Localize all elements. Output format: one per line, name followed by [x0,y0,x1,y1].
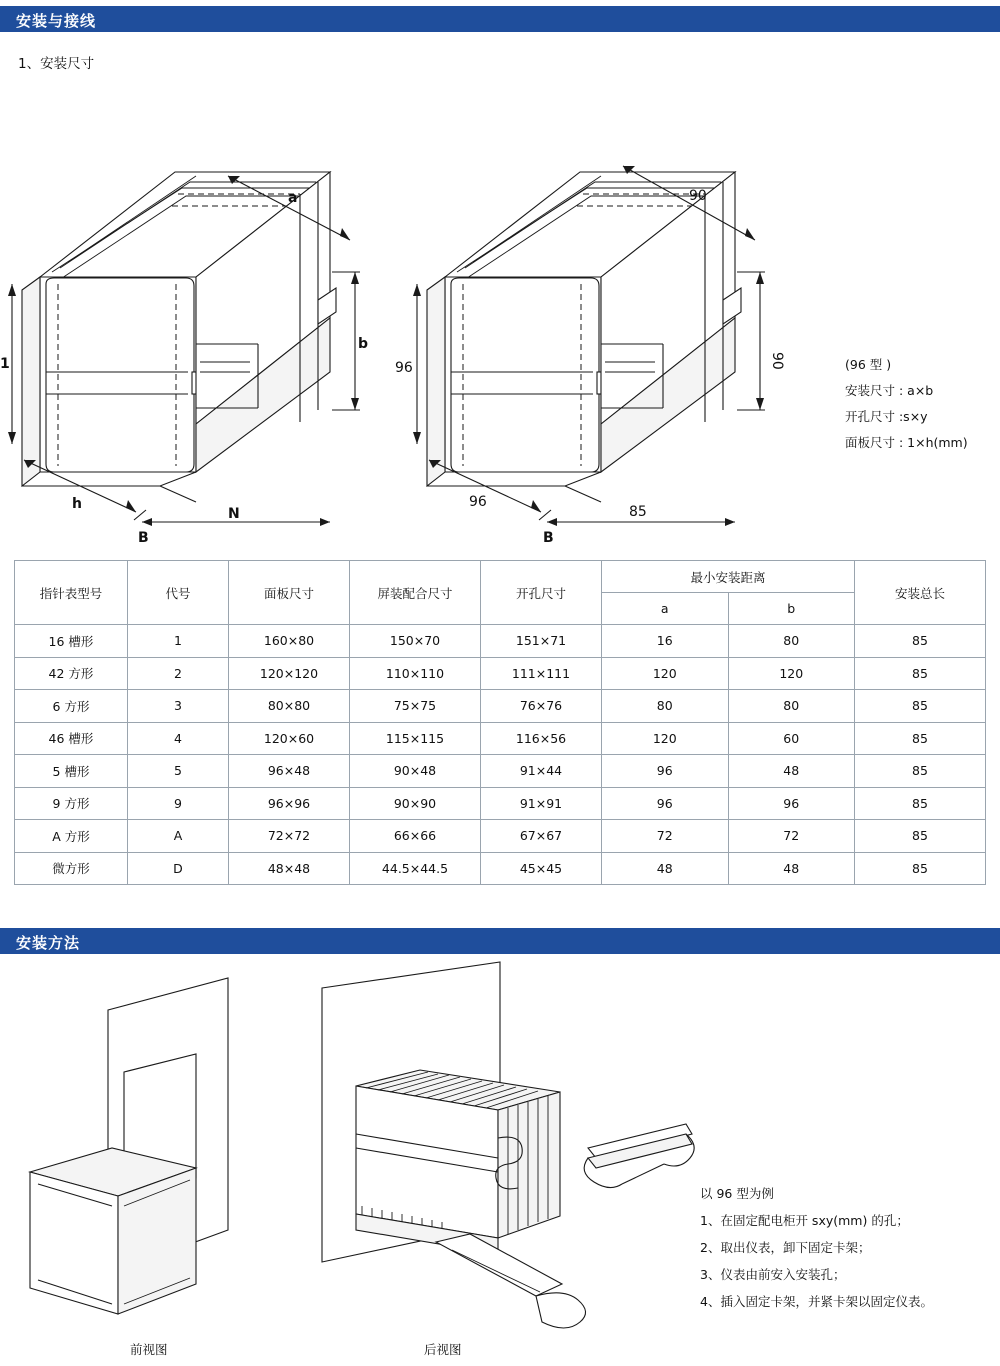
method-step-1: 1、在固定配电柜开 sxy(mm) 的孔； [700,1213,909,1228]
cell-screen-fit: 90×48 [350,755,481,788]
legend-line-2: 安装尺寸 : a×b [845,383,934,398]
cell-code: 5 [128,755,229,788]
cell-min-a: 96 [602,755,729,788]
method-step-3: 3、仪表由前安入安装孔； [700,1267,846,1282]
section-title-2: 安装方法 [16,934,81,952]
legend-line-4: 面板尺寸 : 1×h(mm) [845,435,968,450]
dim-label-B-right: B [543,530,554,546]
cell-model: 42 方形 [15,657,128,690]
col-header-min-b: b [728,593,855,625]
cell-model: 6 方形 [15,690,128,723]
dim-label-a: a [288,190,298,206]
cell-hole-size: 67×67 [481,820,602,853]
cell-total-length: 85 [855,787,986,820]
cell-code: A [128,820,229,853]
cell-hole-size: 111×111 [481,657,602,690]
cell-hole-size: 151×71 [481,625,602,658]
col-header-panel-size: 面板尺寸 [229,561,350,625]
cell-total-length: 85 [855,722,986,755]
rear-view-drawing [322,962,694,1328]
table-row [15,787,986,820]
cell-code: 3 [128,690,229,723]
cell-total-length: 85 [855,690,986,723]
cell-min-b: 80 [728,625,855,658]
cell-min-b: 60 [728,722,855,755]
table-row [15,690,986,723]
cell-screen-fit: 44.5×44.5 [350,852,481,885]
legend-line-1: (96 型 ) [845,357,892,372]
col-header-hole-size: 开孔尺寸 [481,561,602,625]
cell-code: 9 [128,787,229,820]
col-header-min-a: a [602,593,729,625]
cell-hole-size: 116×56 [481,722,602,755]
cell-hole-size: 76×76 [481,690,602,723]
cell-code: 2 [128,657,229,690]
col-header-screen-fit: 屏装配合尺寸 [350,561,481,625]
cell-model: 5 槽形 [15,755,128,788]
col-header-total-length: 安装总长 [855,561,986,625]
cell-min-a: 16 [602,625,729,658]
dim-label-1: 1 [0,356,10,372]
col-header-model: 指针表型号 [15,561,128,625]
section-header-install-method [0,928,1000,954]
cell-min-a: 48 [602,852,729,885]
legend-line-3: 开孔尺寸 :s×y [845,409,928,424]
cell-min-b: 80 [728,690,855,723]
cell-code: D [128,852,229,885]
dimension-legend [845,352,968,456]
section-header-background-2 [0,928,1000,954]
cell-model: A 方形 [15,820,128,853]
cell-model: 9 方形 [15,787,128,820]
cell-screen-fit: 115×115 [350,722,481,755]
cell-panel-size: 72×72 [229,820,350,853]
cell-total-length: 85 [855,852,986,885]
cell-total-length: 85 [855,820,986,853]
front-view-label: 前视图 [130,1342,168,1357]
dim-label-depth-85: 85 [629,504,647,520]
cell-min-b: 48 [728,755,855,788]
dim-label-right-90: 90 [769,352,785,370]
dim-label-top-90: 90 [689,188,707,204]
cell-model: 16 槽形 [15,625,128,658]
section-header-install-wiring [0,6,1000,32]
cell-min-b: 48 [728,852,855,885]
dimension-table [14,560,986,885]
col-header-code: 代号 [128,561,229,625]
dim-label-B-left: B [138,530,149,546]
method-intro: 以 96 型为例 [700,1186,774,1201]
cell-hole-size: 91×44 [481,755,602,788]
cell-model: 46 槽形 [15,722,128,755]
cell-panel-size: 96×96 [229,787,350,820]
cell-min-b: 96 [728,787,855,820]
section-title: 安装与接线 [16,12,97,30]
cell-min-a: 80 [602,690,729,723]
cell-min-a: 120 [602,722,729,755]
cell-hole-size: 91×91 [481,787,602,820]
table-header-row-1 [15,561,986,593]
cell-code: 1 [128,625,229,658]
cell-total-length: 85 [855,755,986,788]
method-step-2: 2、取出仪表，卸下固定卡架； [700,1240,871,1255]
cell-total-length: 85 [855,657,986,690]
install-method-steps [700,1180,933,1315]
cell-screen-fit: 150×70 [350,625,481,658]
left-instrument-drawing [0,172,368,546]
clamp-bracket [584,1124,694,1188]
cell-hole-size: 45×45 [481,852,602,885]
cell-panel-size: 48×48 [229,852,350,885]
cell-screen-fit: 90×90 [350,787,481,820]
dim-label-N: N [228,506,240,522]
front-view-drawing [30,978,228,1314]
cell-panel-size: 160×80 [229,625,350,658]
cell-total-length: 85 [855,625,986,658]
method-step-4: 4、插入固定卡架，并紧卡架以固定仪表。 [700,1294,933,1309]
table-row [15,820,986,853]
table-row [15,755,986,788]
cell-code: 4 [128,722,229,755]
cell-panel-size: 120×120 [229,657,350,690]
cell-min-a: 120 [602,657,729,690]
cell-panel-size: 96×48 [229,755,350,788]
table-row [15,852,986,885]
dim-label-h: h [72,496,82,512]
subsection-title-dimensions: 1、安装尺寸 [18,56,95,72]
table-body [15,625,986,885]
cell-min-b: 120 [728,657,855,690]
cell-screen-fit: 66×66 [350,820,481,853]
col-header-min-distance: 最小安装距离 [602,561,855,593]
table-row [15,625,986,658]
rear-view-label: 后视图 [424,1342,462,1357]
cell-model: 微方形 [15,852,128,885]
cell-screen-fit: 110×110 [350,657,481,690]
table-row [15,722,986,755]
table-row [15,657,986,690]
section-header-background [0,6,1000,32]
right-instrument-drawing [395,166,785,546]
cell-panel-size: 80×80 [229,690,350,723]
dim-label-bottom-96: 96 [469,494,487,510]
cell-panel-size: 120×60 [229,722,350,755]
cell-min-a: 72 [602,820,729,853]
cell-min-b: 72 [728,820,855,853]
cell-screen-fit: 75×75 [350,690,481,723]
dim-label-left-96: 96 [395,360,413,376]
cell-min-a: 96 [602,787,729,820]
dim-label-b: b [358,336,369,352]
